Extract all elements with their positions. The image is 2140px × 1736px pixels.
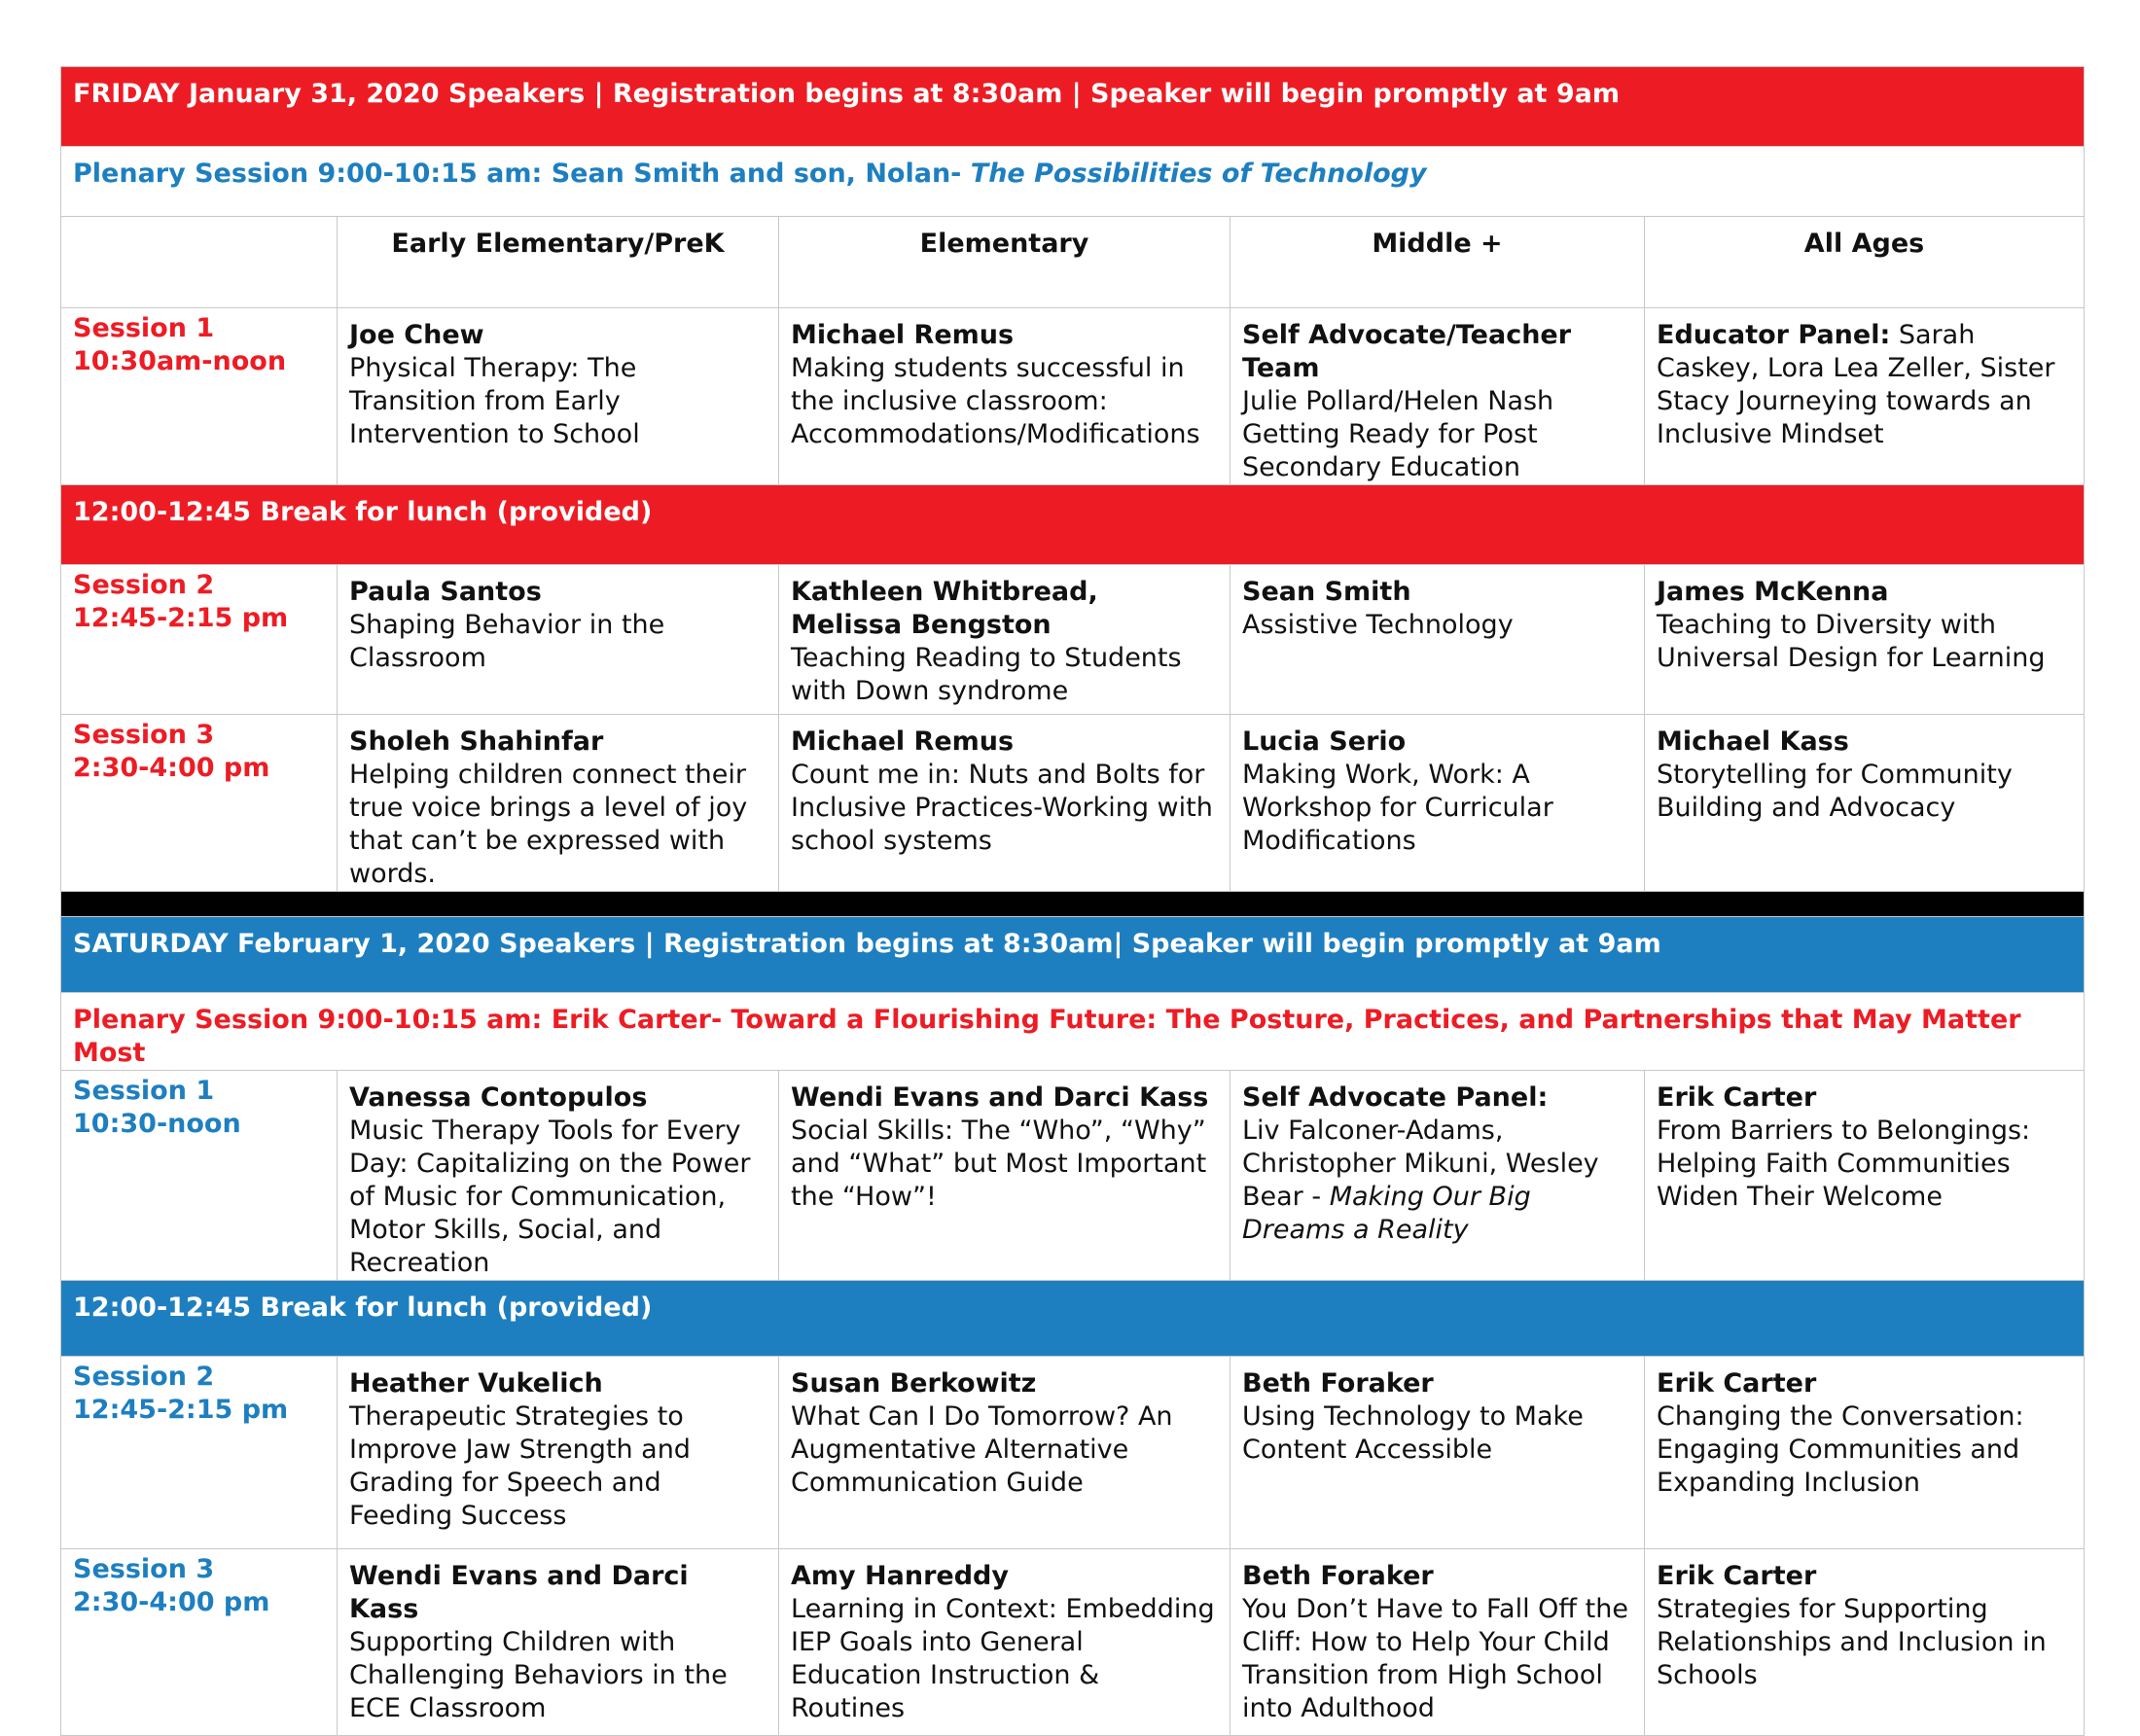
speaker-name: Sholeh Shahinfar — [349, 726, 604, 757]
session-title-italic: Making Our Big Dreams a Reality — [1242, 1182, 1531, 1245]
day-divider — [61, 892, 2085, 917]
speaker-name: Self Advocate Panel: — [1242, 1082, 1549, 1113]
session-label: Session 3 — [73, 1554, 215, 1584]
session-cell — [1645, 1357, 2085, 1549]
session-time: 10:30am-noon — [73, 346, 287, 376]
lunch-break-label: 12:00-12:45 Break for lunch (provided) — [61, 485, 2085, 565]
session-title: From Barriers to Belongings: Helping Faith Communities Widen Their Welcome — [1657, 1116, 2031, 1212]
session-cell — [1230, 715, 1645, 892]
session-title: Count me in: Nuts and Bolts for Inclusive Practices-Working with school systems — [791, 760, 1213, 856]
speaker-name: Kathleen Whitbread, Melissa Bengston — [791, 577, 1098, 640]
speaker-name: Wendi Evans and Darci Kass — [349, 1561, 689, 1624]
session-time: 12:45-2:15 pm — [73, 1395, 289, 1425]
session-cell — [1645, 308, 2085, 485]
saturday-session-row — [61, 1357, 2085, 1549]
session-cell — [1645, 565, 2085, 715]
session-title: Assistive Technology — [1242, 610, 1514, 640]
friday-plenary-row — [61, 147, 2085, 217]
friday-plenary-text: Plenary Session 9:00-10:15 am: Sean Smith and son, Nolan- — [73, 159, 971, 189]
friday-session-row — [61, 308, 2085, 485]
column-header-row — [61, 217, 2085, 308]
friday-banner-row — [61, 67, 2085, 147]
session-label-cell — [61, 565, 338, 715]
session-label: Session 1 — [73, 313, 215, 343]
session-title: Supporting Children with Challenging Behaviors in the ECE Classroom — [349, 1627, 728, 1723]
session-title: Liv Falconer-Adams, Christopher Mikuni, Wesley Bear - — [1242, 1116, 1599, 1212]
speaker-name: Beth Foraker — [1242, 1561, 1434, 1591]
column-header: Elementary — [779, 217, 1230, 308]
session-title: What Can I Do Tomorrow? An Augmentative Alternative Communication Guide — [791, 1401, 1173, 1498]
speaker-name: Heather Vukelich — [349, 1368, 603, 1399]
session-title: Using Technology to Make Content Accessible — [1242, 1401, 1584, 1465]
session-title: Teaching to Diversity with Universal Design for Learning — [1657, 610, 2046, 673]
friday-session-row — [61, 565, 2085, 715]
friday-plenary-title: The Possibilities of Technology — [970, 159, 1427, 189]
session-time: 2:30-4:00 pm — [73, 1587, 270, 1617]
speaker-name: Wendi Evans and Darci Kass — [791, 1082, 1209, 1113]
speaker-name: Joe Chew — [349, 320, 484, 350]
session-label-cell — [61, 715, 338, 892]
session-time: 12:45-2:15 pm — [73, 603, 289, 633]
speaker-name: Paula Santos — [349, 577, 542, 607]
friday-banner: FRIDAY January 31, 2020 Speakers | Registration begins at 8:30am | Speaker will begin promptly at 9am — [61, 67, 2085, 147]
session-cell — [1230, 1357, 1645, 1549]
session-cell — [779, 308, 1230, 485]
session-cell — [779, 1357, 1230, 1549]
column-header: Middle + — [1230, 217, 1645, 308]
session-label-cell — [61, 308, 338, 485]
schedule-table — [60, 66, 2085, 1736]
speaker-name: Lucia Serio — [1242, 726, 1407, 757]
session-cell — [779, 1549, 1230, 1736]
speaker-name: Sean Smith — [1242, 577, 1411, 607]
speaker-name: Erik Carter — [1657, 1082, 1817, 1113]
speaker-name: Erik Carter — [1657, 1368, 1817, 1399]
speaker-name: Erik Carter — [1657, 1561, 1817, 1591]
session-title: You Don’t Have to Fall Off the Cliff: How to Help Your Child Transition from High School into Adulthood — [1242, 1594, 1628, 1723]
session-title: Helping children connect their true voice brings a level of joy that can’t be expressed with words. — [349, 760, 748, 889]
session-title: Changing the Conversation: Engaging Communities and Expanding Inclusion — [1657, 1401, 2024, 1498]
session-title: Storytelling for Community Building and Advocacy — [1657, 760, 2013, 823]
session-label: Session 2 — [73, 570, 215, 600]
session-title: Music Therapy Tools for Every Day: Capitalizing on the Power of Music for Communication, Motor Skills, Social, and Recreation — [349, 1116, 751, 1278]
session-label-cell — [61, 1071, 338, 1281]
session-cell — [1645, 1071, 2085, 1281]
speaker-name: Michael Kass — [1657, 726, 1849, 757]
session-cell — [1230, 308, 1645, 485]
session-title: Sarah Caskey, Lora Lea Zeller, Sister Stacy Journeying towards an Inclusive Mindset — [1657, 320, 2055, 449]
saturday-session-row — [61, 1549, 2085, 1736]
session-cell — [338, 308, 779, 485]
session-cell — [1645, 715, 2085, 892]
saturday-plenary: Plenary Session 9:00-10:15 am: Erik Carter- Toward a Flourishing Future: The Posture, Practices, and Partnerships that May Matter Most — [61, 993, 2085, 1071]
session-cell — [1645, 1549, 2085, 1736]
session-title: Learning in Context: Embedding IEP Goals into General Education Instruction & Routines — [791, 1594, 1215, 1723]
session-cell — [1230, 1071, 1645, 1281]
saturday-lunch-row — [61, 1281, 2085, 1357]
session-cell — [338, 1357, 779, 1549]
session-title: Physical Therapy: The Transition from Early Intervention to School — [349, 353, 640, 449]
session-title: Shaping Behavior in the Classroom — [349, 610, 665, 673]
session-label-cell — [61, 1357, 338, 1549]
saturday-session-row — [61, 1071, 2085, 1281]
session-label: Session 1 — [73, 1076, 215, 1106]
session-cell — [779, 715, 1230, 892]
speaker-name: Michael Remus — [791, 726, 1015, 757]
column-header: Early Elementary/PreK — [338, 217, 779, 308]
speaker-name: James McKenna — [1657, 577, 1889, 607]
speaker-name: Vanessa Contopulos — [349, 1082, 648, 1113]
saturday-banner-row — [61, 917, 2085, 993]
friday-session-row — [61, 715, 2085, 892]
session-cell — [779, 1071, 1230, 1281]
session-time: 10:30-noon — [73, 1109, 241, 1139]
session-cell — [1230, 1549, 1645, 1736]
saturday-plenary-row — [61, 993, 2085, 1071]
speaker-name: Beth Foraker — [1242, 1368, 1434, 1399]
session-title: Teaching Reading to Students with Down syndrome — [791, 643, 1182, 706]
day-divider-row — [61, 892, 2085, 917]
session-title: Strategies for Supporting Relationships and Inclusion in Schools — [1657, 1594, 2047, 1690]
session-title-wrap — [1242, 1115, 1632, 1247]
session-title: Making students successful in the inclusive classroom: Accommodations/Modifications — [791, 353, 1200, 449]
session-cell — [338, 565, 779, 715]
speaker-name: Michael Remus — [791, 320, 1015, 350]
speaker-name: Educator Panel: — [1657, 320, 1891, 350]
saturday-banner: SATURDAY February 1, 2020 Speakers | Registration begins at 8:30am| Speaker will begin promptly at 9am — [61, 917, 2085, 993]
session-label-cell — [61, 1549, 338, 1736]
session-label: Session 3 — [73, 720, 215, 750]
session-label: Session 2 — [73, 1362, 215, 1392]
speaker-name: Self Advocate/Teacher Team — [1242, 320, 1572, 383]
lunch-break-label: 12:00-12:45 Break for lunch (provided) — [61, 1281, 2085, 1357]
friday-lunch-row — [61, 485, 2085, 565]
header-empty-cell — [61, 217, 338, 308]
session-time: 2:30-4:00 pm — [73, 753, 270, 783]
speaker-name: Amy Hanreddy — [791, 1561, 1009, 1591]
session-cell — [338, 715, 779, 892]
speaker-name: Susan Berkowitz — [791, 1368, 1037, 1399]
session-cell — [779, 565, 1230, 715]
session-title: Julie Pollard/Helen Nash Getting Ready for Post Secondary Education — [1242, 386, 1554, 482]
session-cell — [338, 1549, 779, 1736]
column-header: All Ages — [1645, 217, 2085, 308]
session-cell — [1230, 565, 1645, 715]
friday-plenary — [61, 147, 2085, 217]
session-title: Social Skills: The “Who”, “Why” and “What” but Most Important the “How”! — [791, 1116, 1207, 1212]
session-cell — [338, 1071, 779, 1281]
session-title: Making Work, Work: A Workshop for Curricular Modifications — [1242, 760, 1553, 856]
session-title: Therapeutic Strategies to Improve Jaw Strength and Grading for Speech and Feeding Success — [349, 1401, 691, 1531]
